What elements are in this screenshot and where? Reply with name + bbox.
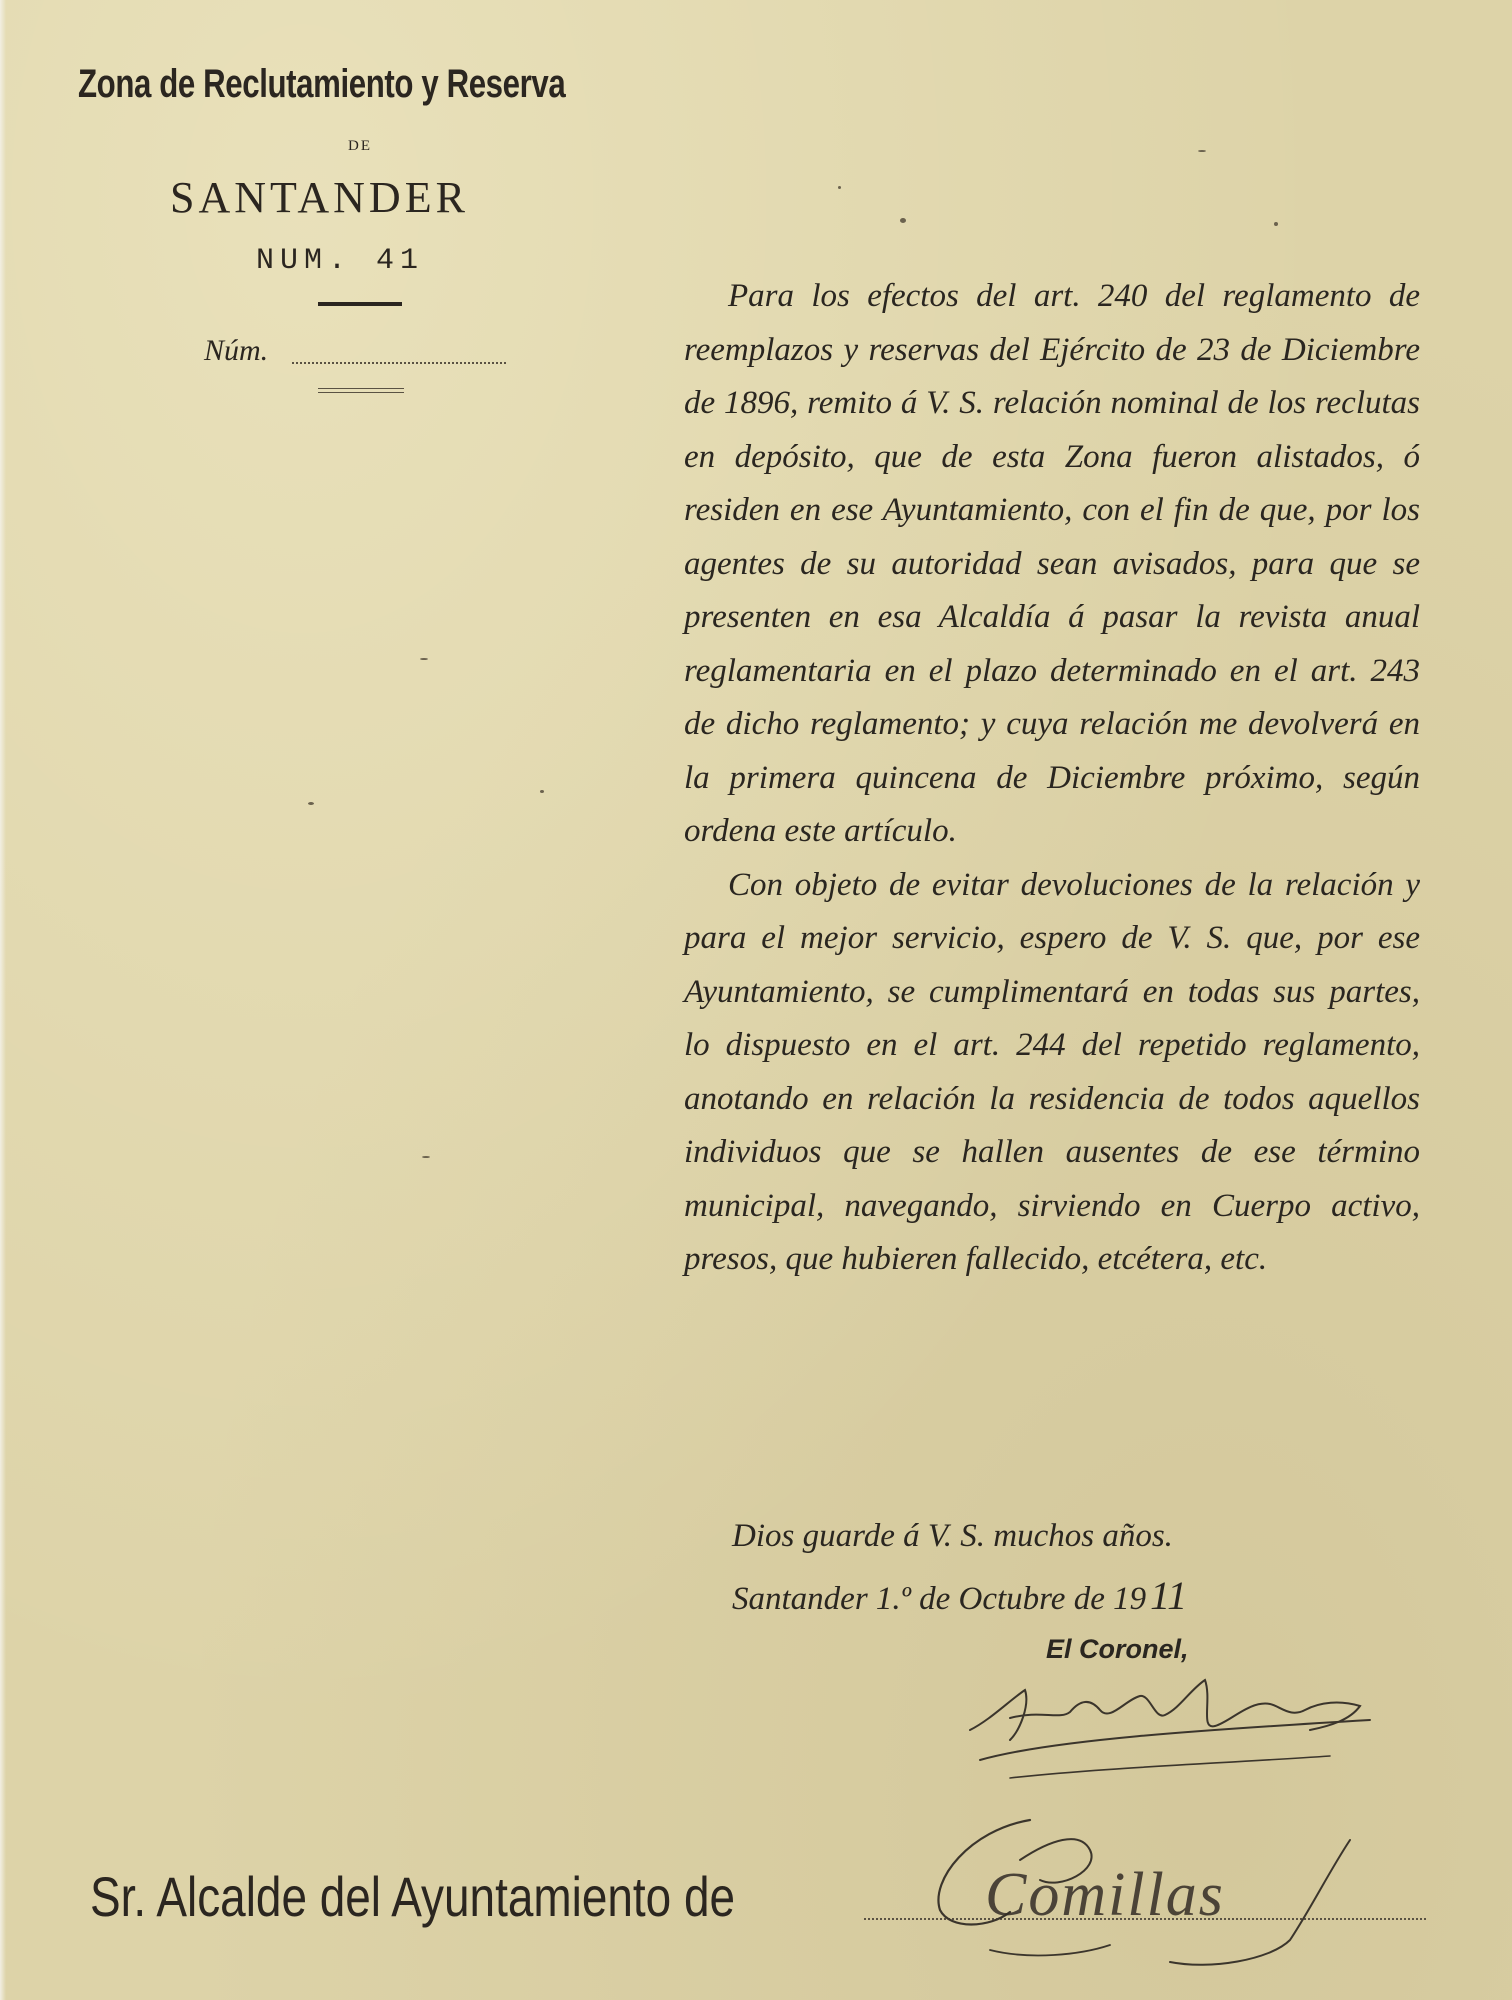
body-paragraph-2: Con objeto de evitar devoluciones de la relación y para el mejor servicio, espero de V. S. que, por ese Ayuntamiento, se cumplimentará en todas sus partes, lo dispuesto en el art. 244 del repetido reglamento, anotando en relación la residencia de todos aquellos individuos que se hallen ausentes de ese término municipal, navegando, sirviendo en Cuerpo activo, presos, que hubieren fallecido, etcétera, etc. xyxy=(684,866,1420,1277)
unit-number: NUM. 41 xyxy=(256,244,425,278)
signature-image xyxy=(950,1660,1430,1800)
reference-number-label: Núm. xyxy=(204,334,269,367)
unit-heading: Zona de Reclutamiento y Reserva xyxy=(78,62,566,106)
town-handwritten: Comillas xyxy=(985,1861,1225,1929)
reference-number-blank xyxy=(292,362,506,364)
addressee-label: Sr. Alcalde del Ayuntamiento de xyxy=(90,1865,736,1928)
date-prefix: Santander 1.º de Octubre de 19 xyxy=(732,1581,1147,1617)
letter-body xyxy=(684,270,1420,1287)
paper-edge xyxy=(0,0,6,2000)
date-year-handwritten: 11 xyxy=(1150,1573,1188,1618)
header-rule xyxy=(318,302,402,306)
header-double-rule xyxy=(318,388,404,393)
city-heading: SANTANDER xyxy=(170,173,469,222)
signatory-title: El Coronel, xyxy=(1046,1634,1189,1664)
date-line xyxy=(732,1572,1187,1619)
body-paragraph-1: Para los efectos del art. 240 del reglamento de reemplazos y reservas del Ejército de 23 de Diciembre de 1896, remito á V. S. relación nominal de los reclutas en depósito, que de esta Zona fueron alistados, ó residen en ese Ayuntamiento, con el fin de que, por los agentes de su autoridad sean avisados, para que se presenten en esa Alcaldía á pasar la revista anual reglamentaria en el plazo determinado en el art. 243 de dicho reglamento; y cuya relación me devolverá en la primera quincena de Diciembre próximo, según ordena este artículo. xyxy=(684,278,1420,849)
salutation: Dios guarde á V. S. muchos años. xyxy=(732,1518,1173,1554)
heading-de: DE xyxy=(348,138,372,154)
